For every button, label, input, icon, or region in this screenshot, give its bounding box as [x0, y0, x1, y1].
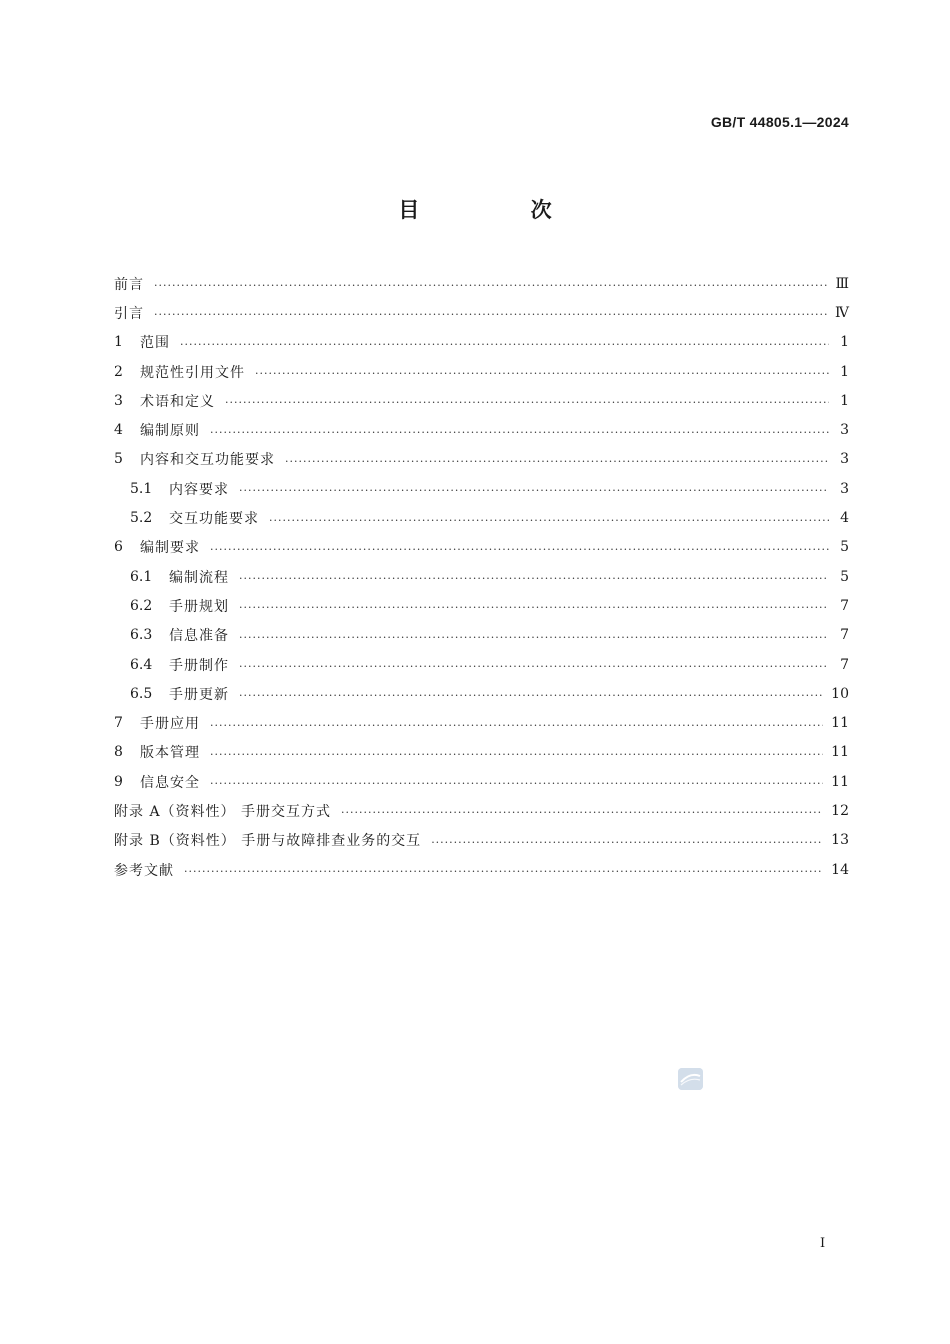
toc-entry-page: 5 — [840, 539, 849, 556]
toc-entry[interactable] — [114, 386, 849, 415]
toc-entry-page: 1 — [840, 334, 849, 351]
toc-entry-label: 手册规划 — [169, 598, 229, 615]
toc-entry-page: 11 — [831, 744, 849, 761]
toc-entry[interactable] — [114, 767, 849, 796]
toc-entry-label: 编制原则 — [140, 423, 200, 440]
toc-entry-label: 引言 — [114, 305, 144, 322]
toc-entry-label: 手册应用 — [140, 716, 200, 733]
standard-number: GB/T 44805.1—2024 — [710, 114, 849, 130]
toc-dot-leader — [431, 836, 823, 849]
toc-dot-leader — [285, 455, 829, 468]
toc-entry[interactable] — [114, 796, 849, 825]
toc-entry[interactable] — [114, 855, 849, 884]
toc-entry[interactable] — [114, 415, 849, 444]
toc-entry[interactable] — [114, 826, 849, 855]
toc-entry[interactable] — [114, 679, 849, 708]
toc-entry-label: 手册更新 — [169, 686, 229, 703]
toc-dot-leader — [239, 484, 829, 497]
toc-title: 目 次 — [398, 198, 604, 222]
toc-entry-page: 13 — [831, 832, 849, 849]
toc-entry-number: 6.1 — [130, 568, 153, 585]
toc-entry-label: 信息准备 — [169, 628, 229, 645]
toc-entry[interactable] — [114, 503, 849, 532]
toc-entry[interactable] — [114, 328, 849, 357]
toc-entry-label: 手册制作 — [169, 657, 229, 674]
toc-dot-leader — [210, 719, 823, 732]
toc-entry[interactable] — [114, 650, 849, 679]
toc-entry-page: 11 — [831, 773, 849, 790]
toc-entry-page: 5 — [840, 568, 849, 585]
toc-entry-page: 1 — [840, 392, 849, 409]
toc-entry-label: 前言 — [114, 276, 144, 293]
toc-entry[interactable] — [114, 474, 849, 503]
toc-entry[interactable] — [114, 562, 849, 591]
toc-entry-page: 3 — [840, 422, 849, 439]
toc-entry-page: 1 — [840, 363, 849, 380]
toc-entry-label: 编制流程 — [169, 569, 229, 586]
toc-dot-leader — [239, 660, 829, 673]
toc-entry-page: 10 — [831, 685, 849, 702]
toc-entry-number: 4 — [114, 422, 123, 439]
toc-entry-label: 内容和交互功能要求 — [140, 452, 275, 469]
toc-dot-leader — [239, 631, 829, 644]
toc-entry-number: 6 — [114, 539, 123, 556]
toc-entry-number: 2 — [114, 363, 123, 380]
toc-dot-leader — [180, 338, 829, 351]
toc-entry-number: 8 — [114, 744, 123, 761]
toc-entry[interactable] — [114, 357, 849, 386]
toc-entry-label: 范围 — [140, 335, 170, 352]
toc-entry-number: 5 — [114, 451, 123, 468]
toc-entry-number: 6.3 — [130, 627, 153, 644]
toc-entry-label: 版本管理 — [140, 745, 200, 762]
toc-dot-leader — [255, 367, 829, 380]
toc-entry-label: 编制要求 — [140, 540, 200, 557]
toc-entry-label: 交互功能要求 — [169, 511, 259, 528]
toc-entry-label: 信息安全 — [140, 774, 200, 791]
toc-entry[interactable] — [114, 298, 849, 327]
toc-entry-label: 附录 B（资料性） 手册与故障排查业务的交互 — [114, 833, 422, 850]
toc-dot-leader — [269, 514, 829, 527]
toc-entry-page: 3 — [840, 451, 849, 468]
toc-entry-number: 5.1 — [130, 480, 153, 497]
toc-dot-leader — [239, 601, 829, 614]
toc-dot-leader — [210, 748, 823, 761]
toc-dot-leader — [154, 308, 827, 321]
toc-entry[interactable] — [114, 738, 849, 767]
toc-entry-number: 6.2 — [130, 597, 153, 614]
toc-dot-leader — [210, 777, 823, 790]
toc-entry-number: 1 — [114, 334, 123, 351]
toc-dot-leader — [239, 572, 829, 585]
toc-entry-number: 6.5 — [130, 685, 153, 702]
toc-entry-page: 7 — [840, 627, 849, 644]
toc-entry[interactable] — [114, 533, 849, 562]
toc-entry[interactable] — [114, 591, 849, 620]
toc-dot-leader — [225, 396, 829, 409]
toc-entry-page: 14 — [831, 861, 849, 878]
toc-entry-label: 附录 A（资料性） 手册交互方式 — [114, 803, 332, 820]
toc-entry-page: Ⅲ — [835, 275, 849, 292]
toc-entry[interactable] — [114, 621, 849, 650]
toc-entry-page: 11 — [831, 715, 849, 732]
toc-entry[interactable] — [114, 269, 849, 298]
toc-dot-leader — [184, 865, 823, 878]
toc-entry-page: 3 — [840, 480, 849, 497]
toc-dot-leader — [210, 543, 829, 556]
toc-entry-label: 术语和定义 — [140, 393, 215, 410]
toc-dot-leader — [154, 279, 827, 292]
toc-dot-leader — [239, 689, 823, 702]
toc-entry[interactable] — [114, 708, 849, 737]
toc-dot-leader — [210, 426, 829, 439]
toc-entry-number: 7 — [114, 715, 123, 732]
toc-entry-page: 12 — [831, 802, 849, 819]
toc-entry-label: 内容要求 — [169, 481, 229, 498]
toc-entry-page: Ⅳ — [835, 304, 849, 321]
toc-entry-label: 参考文献 — [114, 862, 174, 879]
toc-entry[interactable] — [114, 445, 849, 474]
toc-entry-page: 7 — [840, 656, 849, 673]
toc-entry-page: 7 — [840, 597, 849, 614]
toc-entry-number: 6.4 — [130, 656, 153, 673]
toc-entry-page: 4 — [840, 510, 849, 527]
toc-dot-leader — [341, 806, 823, 819]
toc-entry-number: 5.2 — [130, 510, 153, 527]
table-of-contents — [114, 269, 849, 884]
toc-entry-number: 9 — [114, 773, 123, 790]
sac-watermark-logo — [678, 1068, 703, 1090]
page-number: I — [820, 1236, 826, 1251]
toc-entry-number: 3 — [114, 392, 123, 409]
toc-entry-label: 规范性引用文件 — [140, 364, 245, 381]
